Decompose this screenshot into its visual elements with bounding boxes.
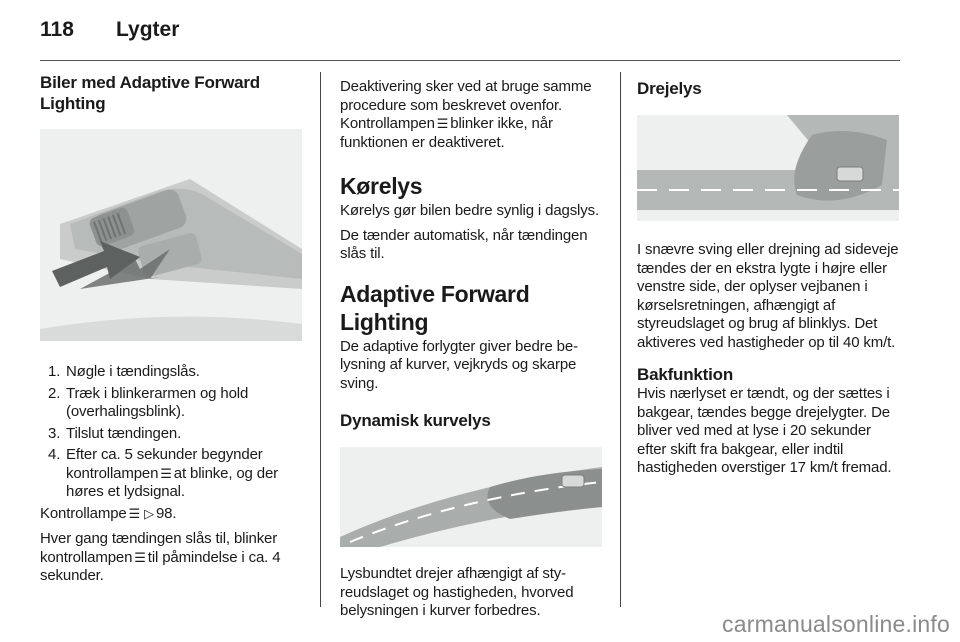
kontrollampe-ref: Kontrollampe ☰ ▷ 98. (40, 504, 177, 522)
section-heading-dynamic: Dynamisk kurvelys (340, 411, 491, 430)
bakfunktion-paragraph: Hvis nærlyset er tændt, og der sættes i bakgear, tændes begge drejelygter. De bliver ved med at lyse i 20 sekunder efter skift fra bakgear, eller indtil hastigheden overstiger 17 km/t fremad. (637, 385, 892, 476)
korelys-paragraph-2: De tænder automatisk, når tændingen slås til. (340, 226, 588, 262)
page-number: 118 (40, 18, 74, 41)
section-heading-afl: Adaptive Forward Lighting (340, 280, 530, 335)
dynamic-paragraph: Lysbundtet drejer afhængigt af styreudslaget og hastigheden, hvorved belysningen i kurver forbedres. (340, 565, 574, 619)
section-heading-afl-cars: Biler med Adaptive Forward Lighting (40, 73, 260, 113)
column-left (40, 72, 302, 586)
korelys-paragraph-1: Kørelys gør bilen bedre synlig i dagslys. (340, 202, 599, 219)
reminder-paragraph: Hver gang tændingen slås til, blinker kontrollampen ☰ til påmindelse i ca. 4 sekunder. (40, 530, 281, 584)
stalk-illustration (40, 129, 302, 341)
headlamp-warning-icon: ☰ (436, 116, 449, 131)
column-middle (340, 78, 602, 621)
header-divider (40, 60, 900, 61)
chapter-title: Lygter (116, 18, 180, 41)
column-right (637, 78, 903, 478)
afl-paragraph: De adaptive forlygter giver bedre belysning af kurver, vejkryds og skarpe sving. (340, 337, 579, 392)
turn-signal-stalk-drawing (40, 129, 302, 341)
section-heading-drejelys: Drejelys (637, 79, 702, 98)
instruction-steps (48, 363, 302, 502)
drejelys-paragraph: I snævre sving eller drejning ad sideveje tændes der en ekstra lygte i højre eller venstre side, der oplyser vejbanen i kørselsretningen, afhængigt af styreudslaget og brug af blinklys. Det aktiveres ved hastigheder op til 40 km/t. (637, 241, 899, 351)
list-item: 2. Træk i blinkerarmen og hold (overhalingsblink). (48, 384, 249, 420)
cornering-light-illustration (637, 115, 899, 221)
list-item: 4. Efter ca. 5 sekunder begynder kontrollampen ☰ at blinke, og der høres et lydsignal. (48, 446, 278, 500)
list-item: 1. Nøgle i tændingslås. (48, 363, 200, 380)
column-divider (620, 72, 621, 607)
headlamp-warning-icon: ☰ (134, 549, 146, 565)
curve-road-drawing (340, 447, 602, 547)
section-heading-bakfunktion: Bakfunktion (637, 365, 734, 384)
deactivation-paragraph: Deaktivering sker ved at bruge samme procedure som beskrevet ovenfor. Kontrollampen ☰ blinker ikke, når funktionen er deaktiveret. (340, 78, 592, 151)
junction-road-drawing (637, 115, 899, 221)
arrow-right-icon: ▷ (144, 505, 154, 521)
column-divider (320, 72, 321, 607)
list-item: 3. Tilslut tændingen. (48, 424, 182, 442)
headlamp-warning-icon: ☰ (160, 465, 172, 481)
section-heading-korelys: Kørelys (340, 173, 423, 199)
headlamp-warning-icon: ☰ (128, 505, 141, 521)
watermark: carmanualsonline.info (722, 611, 950, 637)
dynamic-curve-light-illustration (340, 447, 602, 547)
page-header (40, 18, 900, 48)
